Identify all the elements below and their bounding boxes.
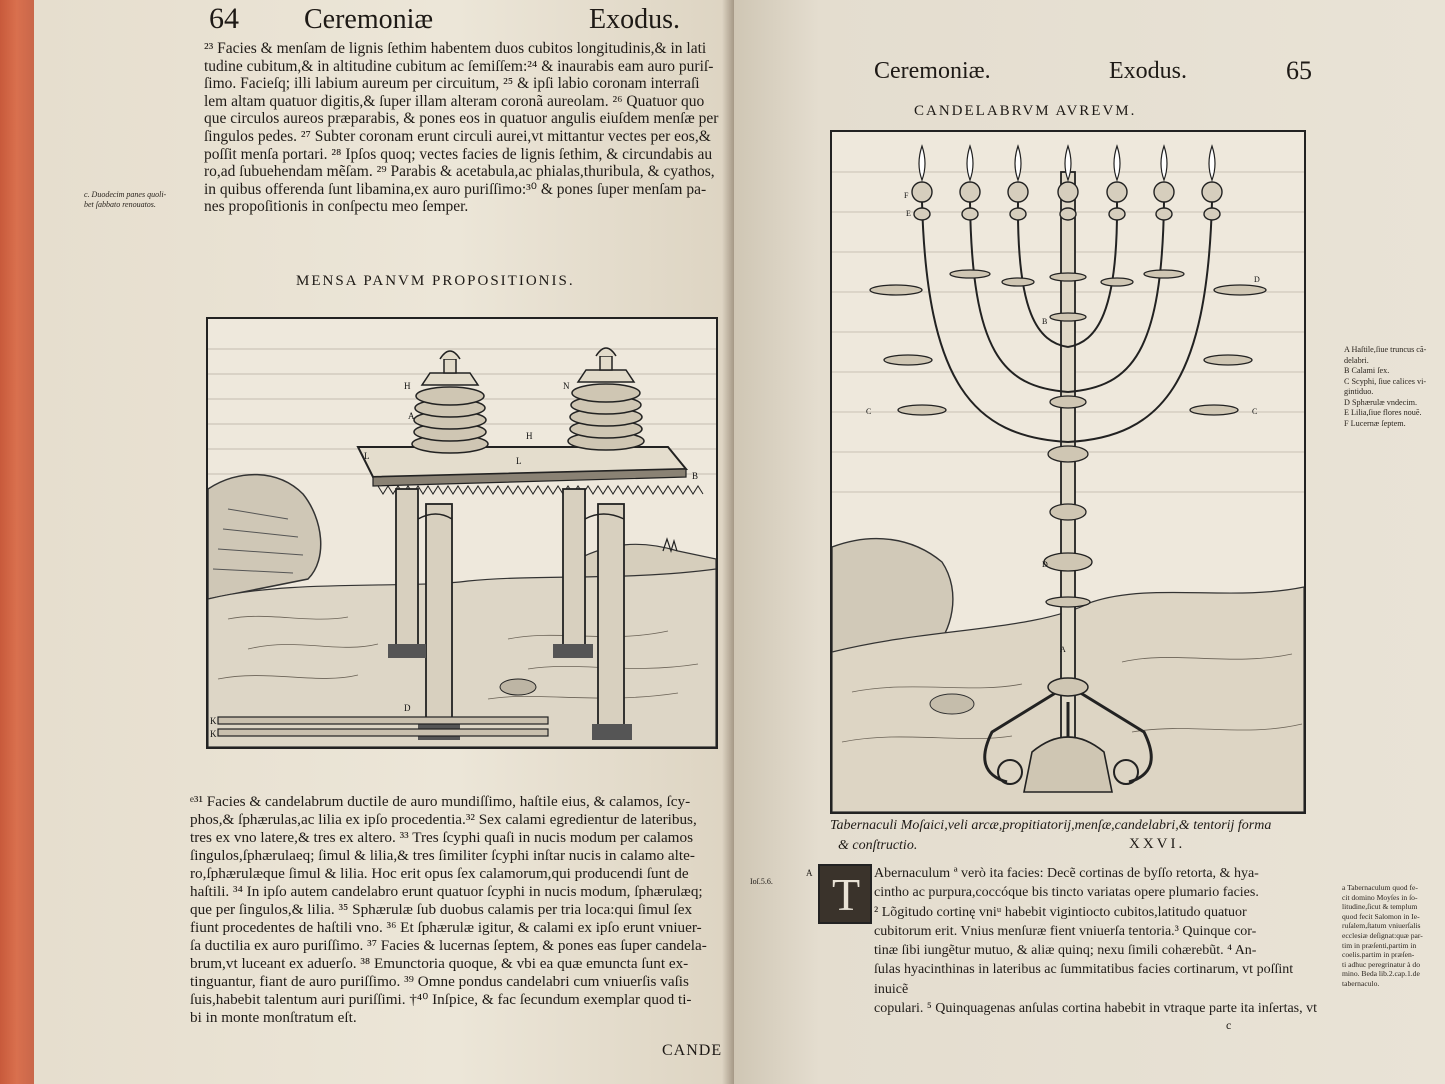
table-label-d: D xyxy=(404,703,411,713)
running-head-left-title: Ceremoniæ xyxy=(304,4,434,35)
cand-label-f: F xyxy=(904,191,909,200)
figure-title-candelabrum: CANDELABRVM AVREVM. xyxy=(914,103,1137,119)
table-woodcut-drawing xyxy=(208,319,716,747)
table-label-l2: L xyxy=(516,456,522,466)
woodcut-caption: Tabernaculi Moſaici,veli arcæ,propitiatorij,menſæ,candelabri,& tentorij forma xyxy=(830,818,1272,833)
drop-cap-box xyxy=(818,864,872,924)
running-head-left-book: Exodus. xyxy=(589,4,680,35)
paragraph-mark: A xyxy=(806,868,813,878)
table-label-b: B xyxy=(692,471,699,481)
table-label-k: K xyxy=(210,716,217,726)
table-label-h2: H xyxy=(526,431,533,441)
chapter-26-text: Abernaculum ª verò ita facies: Decẽ cortinas de byſſo retorta, & hya- cintho ac purpura,coccóque bis tincto variatas opere plumario facies. ² Lõgitudo cortinę vniᵘ habebit vigintiocto cubitos,latitudo quatuor cubitorum erit. Vnius menſuræ fient vniuerſa tentoria.³ Quinque cor- tinæ ſibi iungẽtur mutuo, & aliæ quinq; nexu ſimili cohærebũt. ⁴ An- ſulas hyacinthinas in lateribus ac ſummitatibus facies cortinarum, vt poſſint inuicẽ copulari. ⁵ Quinquagenas anſulas cortina habebit in vtraque parte ita inſertas, vt xyxy=(874,866,1318,1017)
cand-label-e: E xyxy=(906,209,911,218)
candelabrum-legend: A Haſtile,ſiue truncus cã- delabri. B Calami ſex. C Scyphi, ſiue calices vi- gintiduo. D Sphærulæ vndecim. E Lilia,ſiue flores nouē. F Lucernæ ſeptem. xyxy=(1344,345,1427,428)
table-label-h: H xyxy=(404,381,411,391)
drop-cap-letter: T xyxy=(832,869,861,920)
cand-label-d: D xyxy=(1254,275,1260,284)
chapter-number: XXVI. xyxy=(1129,836,1186,852)
cand-label-c: C xyxy=(866,407,872,416)
table-label-l: L xyxy=(364,451,370,461)
page-number-left: 64 xyxy=(209,2,239,35)
right-page xyxy=(734,0,1445,1084)
signature-mark: c xyxy=(1226,1018,1232,1032)
table-label-k2: K xyxy=(210,729,217,739)
margin-reference: Ioſ.5.6. xyxy=(750,877,773,886)
catchword: CANDE xyxy=(662,1042,723,1059)
cand-label-b: B xyxy=(1042,317,1048,326)
page-number-right: 65 xyxy=(1286,56,1312,85)
table-label-n: N xyxy=(563,381,570,391)
verses-23-30: ²³ Facies & menſam de lignis ſethim habentem duos cubitos longitudinis,& in lati tudine cubitum,& in altitudine cubitum ac ſemiſſem:²⁴ & inaurabis eam auro puriſ- ſimo. Facieſq; illi labium aureum per circuitum, ²⁵ & ipſi labio coronam interraſi lem altam quatuor digitis,& ſuper illam alteram coronã aureolam. ²⁶ Quatuor quo que circulos aureos præparabis, & pones eos in quatuor angulis eiuſdem menſæ per ſingulos pedes. ²⁷ Subter coronam erunt circuli aurei,vt mittantur vectes per eos,& poſſit menſa portari. ²⁸ Ipſos quoq; vectes facies de lignis ſethim, & circundabis au ro,ad ſubuehendam mẽſam. ²⁹ Parabis & acetabula,ac phialas,thuribula, & cyathos, in quibus offerenda ſunt libamina,ex auro puriſſimo:³⁰ & pones ſuper menſam pa- nes propoſitionis in conſpectu meo ſemper. xyxy=(204,40,719,216)
cand-label-c2: C xyxy=(1252,407,1258,416)
figure-title-table: MENSA PANVM PROPOSITIONIS. xyxy=(296,273,575,289)
table-label-a: A xyxy=(408,411,415,421)
candelabrum-woodcut xyxy=(830,130,1306,814)
running-head-right-book: Exodus. xyxy=(1109,58,1187,84)
candelabrum-woodcut-drawing xyxy=(832,132,1304,812)
table-woodcut xyxy=(206,317,718,749)
left-page xyxy=(34,0,734,1084)
side-note-tabernacle: a Tabernaculum quod fe- cit domino Moyſes in ſo- litudine,ſicut & templum quod fecit Salomon in Ie- ruſalem,ſtatum vniuerſalis ecclesiæ deſignat:quæ par- tim in præſenti,partim in coelis.partim in præſen- ti adhuc peregrinatur à do mino. Beda lib.2.cap.1.de tabernaculo. xyxy=(1342,883,1423,988)
cand-label-d2: D xyxy=(1042,560,1048,569)
cand-label-a: A xyxy=(1060,645,1066,654)
running-head-right-title: Ceremoniæ. xyxy=(874,58,991,84)
woodcut-caption-line2: & conſtructio. xyxy=(838,838,918,853)
verses-31-40: ᵉ³¹ Facies & candelabrum ductile de auro mundiſſimo, haſtile eius, & calamos, ſcy- phos,& ſphærulas,ac lilia ex ipſo procedentia.³² Sex calami egredientur de lateribus, tres ex vno latere,& tres ex altero. ³³ Tres ſcyphi quaſi in nucis modum per calamos ſingulos,ſphærulaeq; ſimul & lilia,& tres ſimiliter ſcyphi inſtar nucis in calamo alte- ro,ſphærulæque ſimul & lilia. Hoc erit opus ſex calamorum,qui producendi ſunt de haſtili. ³⁴ In ipſo autem candelabro erunt quatuor ſcyphi in nucis modum, ſphærulæq; que per ſingulos,& lilia. ³⁵ Sphærulæ ſub duobus calamis per tria loca:qui ſimul ſex fiunt procedentes de haſtili vno. ³⁶ Et ſphærulæ igitur, & calami ex ipſo erunt vniuer- ſa ductilia ex auro puriſſimo. ³⁷ Facies & lucernas ſeptem, & pones eas ſuper candela- brum,vt luceant ex aduerſo. ³⁸ Emunctoria quoque, & vbi ea quæ emuncta ſunt ex- tinguantur, fiant de auro puriſſimo. ³⁹ Omne pondus candelabri cum vniuerſis vaſis ſuis,habebit talentum auri puriſſimi. †⁴⁰ Inſpice, & fac ſecundum exemplar quod ti- bi in monte monſtratum eſt. xyxy=(190,793,707,1026)
margin-note-bread: c. Duodecim panes quoli- bet ſabbato renouatos. xyxy=(84,190,167,209)
